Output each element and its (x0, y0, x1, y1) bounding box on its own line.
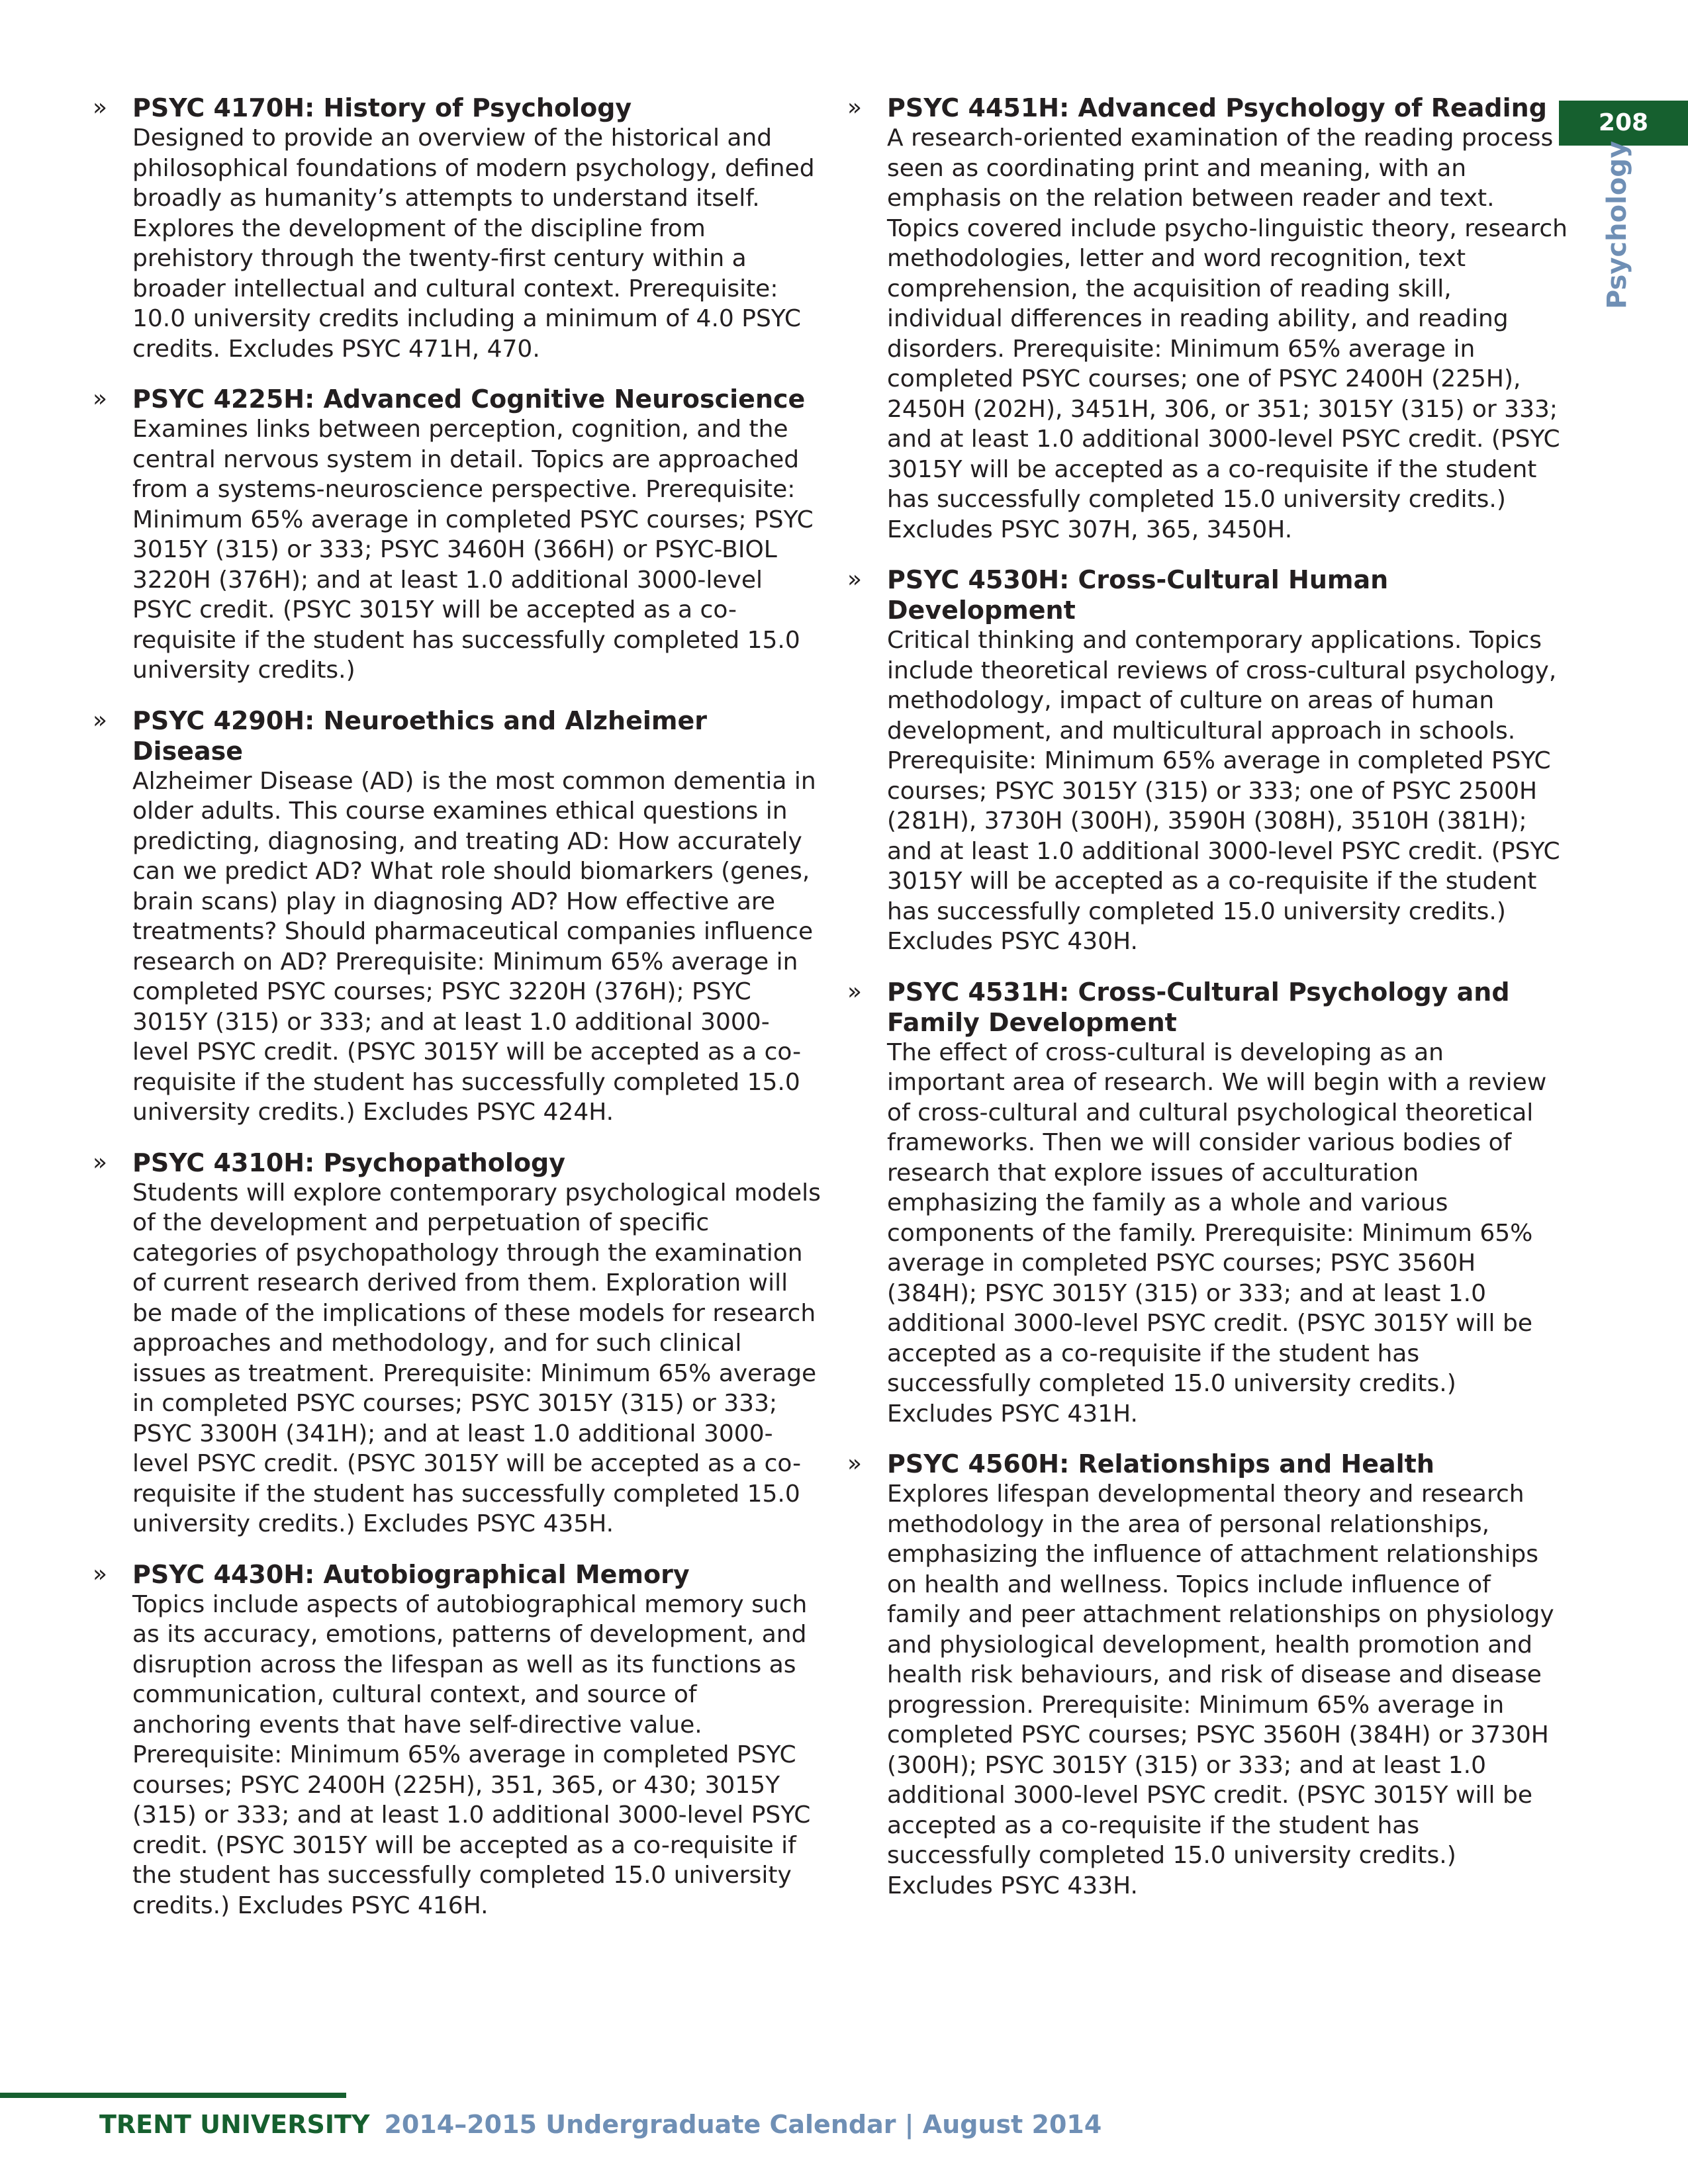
bullet-icon: » (93, 94, 108, 121)
page-number: 208 (1559, 101, 1688, 146)
bullet-icon: » (93, 706, 108, 734)
bullet-icon: » (847, 1450, 863, 1477)
course-entry (93, 384, 821, 686)
course-title: PSYC 4451H: Advanced Psychology of Reading (887, 93, 1547, 122)
footer-calendar: 2014–2015 Undergraduate Calendar | August 2014 (384, 2110, 1102, 2139)
course-description: Topics include aspects of autobiographical memory such as its accuracy, emotions, patterns of development, and disruption across the lifespan as well as its functions as communication, cultural context, and source of anchoring events that have self-directive value. Prerequisite: Minimum 65% average in completed PSYC courses; PSYC 2400H (225H), 351, 365, or 430; 3015Y (315) or 333; and at least 1.0 additional 3000-level PSYC credit. (PSYC 3015Y will be accepted as a co-requisite if the student has successfully completed 15.0 university credits.) Excludes PSYC 416H. (132, 1590, 811, 1919)
course-title: PSYC 4290H: Neuroethics and Alzheimer Disease (132, 705, 707, 766)
course-description: Alzheimer Disease (AD) is the most common dementia in older adults. This course examines ethical questions in predicting, diagnosing, and treating AD: How accurately can we predict AD? What role should biomarkers (genes, brain scans) play in diagnosing AD? How effective are treatments? Should pharmaceutical companies influence research on AD? Prerequisite: Minimum 65% average in completed PSYC courses; PSYC 3220H (376H); PSYC 3015Y (315) or 333; and at least 1.0 additional 3000-level PSYC credit. (PSYC 3015Y will be accepted as a co-requisite if the student has successfully completed 15.0 university credits.) Excludes PSYC 424H. (132, 767, 816, 1126)
section-label: Psychology (1602, 140, 1632, 310)
course-description: Explores lifespan developmental theory and research methodology in the area of personal relationships, emphasizing the influence of attachment relationships on health and wellness. Topics include influence of family and peer attachment relationships on physiology and physiological development, health promotion and health risk behaviours, and risk of disease and disease progression. Prerequisite: Minimum 65% average in completed PSYC courses; PSYC 3560H (384H) or 3730H (300H); PSYC 3015Y (315) or 333; and at least 1.0 additional 3000-level PSYC credit. (PSYC 3015Y will be accepted as a co-requisite if the student has successfully completed 15.0 university credits.) Excludes PSYC 433H. (887, 1480, 1554, 1899)
course-title: PSYC 4531H: Cross-Cultural Psychology and Family Development (887, 977, 1510, 1037)
course-description: Examines links between perception, cognition, and the central nervous system in detail. Topics are approached from a systems-neuroscience perspective. Prerequisite: Minimum 65% average in completed PSYC courses; PSYC 3015Y (315) or 333; PSYC 3460H (366H) or PSYC-BIOL 3220H (376H); and at least 1.0 additional 3000-level PSYC credit. (PSYC 3015Y will be accepted as a co-requisite if the student has successfully completed 15.0 university credits.) (132, 416, 814, 684)
bullet-icon: » (847, 94, 863, 121)
course-entry (847, 565, 1569, 957)
course-description: Critical thinking and contemporary applications. Topics include theoretical reviews of cross-cultural psychology, methodology, impact of culture on areas of human development, and multicultural approach in schools. Prerequisite: Minimum 65% average in completed PSYC courses; PSYC 3015Y (315) or 333; one of PSYC 2500H (281H), 3730H (300H), 3590H (308H), 3510H (381H); and at least 1.0 additional 3000-level PSYC credit. (PSYC 3015Y will be accepted as a co-requisite if the student has successfully completed 15.0 university credits.) Excludes PSYC 430H. (887, 627, 1560, 955)
course-description: Students will explore contemporary psychological models of the development and perpetuation of specific categories of psychopathology through the examination of current research derived from them. Exploration will be made of the implications of these models for research approaches and methodology, and for such clinical issues as treatment. Prerequisite: Minimum 65% average in completed PSYC courses; PSYC 3015Y (315) or 333; PSYC 3300H (341H); and at least 1.0 additional 3000-level PSYC credit. (PSYC 3015Y will be accepted as a co-requisite if the student has successfully completed 15.0 university credits.) Excludes PSYC 435H. (132, 1179, 821, 1537)
bullet-icon: » (93, 385, 108, 412)
course-title: PSYC 4560H: Relationships and Health (887, 1449, 1434, 1479)
course-entry (93, 1559, 821, 1921)
bullet-icon: » (847, 566, 863, 593)
bullet-icon: » (93, 1148, 108, 1176)
course-description: Designed to provide an overview of the historical and philosophical foundations of modern psychology, defined broadly as humanity’s attempts to understand itself. Explores the development of the discipline from prehistory through the twenty-first century within a broader intellectual and cultural context. Prerequisite: 10.0 university credits including a minimum of 4.0 PSYC credits. Excludes PSYC 471H, 470. (132, 124, 815, 363)
course-title: PSYC 4430H: Autobiographical Memory (132, 1559, 690, 1589)
bullet-icon: » (847, 978, 863, 1005)
course-title: PSYC 4170H: History of Psychology (132, 93, 632, 122)
bullet-icon: » (93, 1560, 108, 1588)
course-entry (847, 977, 1569, 1430)
left-column (93, 93, 821, 1940)
course-title: PSYC 4310H: Psychopathology (132, 1148, 566, 1177)
course-entry (93, 705, 821, 1128)
course-entry (847, 93, 1569, 545)
footer-university: TRENT UNIVERSITY (99, 2110, 370, 2139)
course-entry (847, 1449, 1569, 1901)
course-description: The effect of cross-cultural is developing as an important area of research. We will begin with a review of cross-cultural and cultural psychological theoretical frameworks. Then we will consider various bodies of research that explore issues of acculturation emphasizing the family as a whole and various components of the family. Prerequisite: Minimum 65% average in completed PSYC courses; PSYC 3560H (384H); PSYC 3015Y (315) or 333; and at least 1.0 additional 3000-level PSYC credit. (PSYC 3015Y will be accepted as a co-requisite if the student has successfully completed 15.0 university credits.) Excludes PSYC 431H. (887, 1038, 1547, 1428)
course-title: PSYC 4530H: Cross-Cultural Human Development (887, 565, 1389, 625)
right-column (847, 93, 1569, 1921)
course-entry (93, 93, 821, 364)
course-description: A research-oriented examination of the reading process seen as coordinating print and meaning, with an emphasis on the relation between reader and text. Topics covered include psycho-linguistic theory, research methodologies, letter and word recognition, text comprehension, the acquisition of reading skill, individual differences in reading ability, and reading disorders. Prerequisite: Minimum 65% average in completed PSYC courses; one of PSYC 2400H (225H), 2450H (202H), 3451H, 306, or 351; 3015Y (315) or 333; and at least 1.0 additional 3000-level PSYC credit. (PSYC 3015Y will be accepted as a co-requisite if the student has successfully completed 15.0 university credits.) Excludes PSYC 307H, 365, 3450H. (887, 124, 1568, 543)
footer (99, 2110, 1102, 2139)
course-entry (93, 1148, 821, 1539)
course-title: PSYC 4225H: Advanced Cognitive Neuroscience (132, 385, 806, 414)
footer-rule (0, 2093, 346, 2098)
